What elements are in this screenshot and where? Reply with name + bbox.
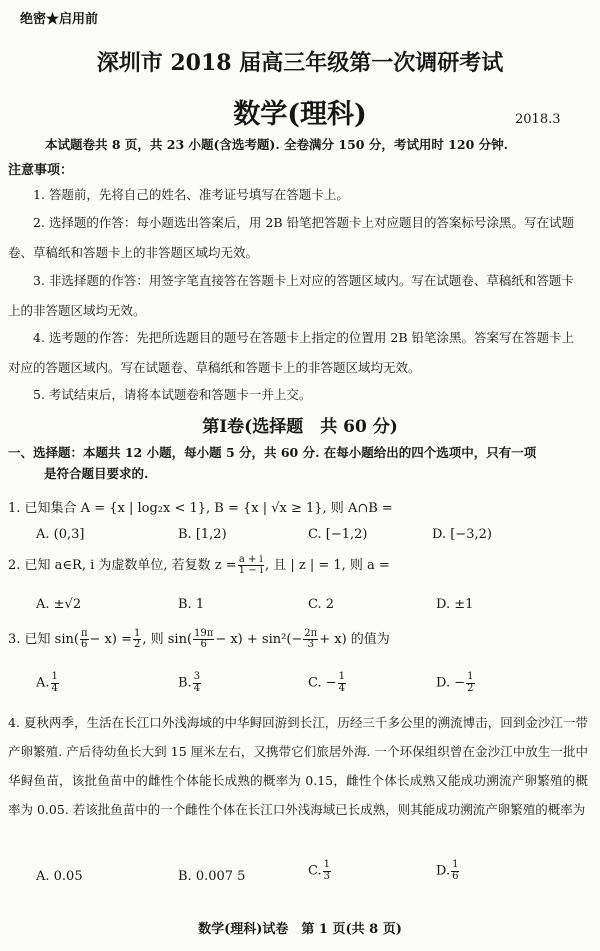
option-fraction xyxy=(466,672,474,694)
q3-part: , 则 sin( xyxy=(142,632,193,647)
option-fraction-num: 1 xyxy=(452,859,459,870)
option-fraction-den: 6 xyxy=(452,870,459,882)
q2-stem-suffix: , 且 | z | = 1, 则 a = xyxy=(264,558,390,573)
option-prefix: C. xyxy=(308,863,322,879)
q2-option-a: A. ±√2 xyxy=(36,597,82,612)
option-fraction xyxy=(51,672,59,694)
q3-option-d xyxy=(436,672,476,694)
option-fraction-num: 1 xyxy=(338,671,346,682)
option-fraction-num: 1 xyxy=(323,859,330,870)
notice-item: 4. 选考题的作答：先把所选题目的题号在答题卡上指定的位置用 2B 铅笔涂黑。答案写在答题卡上对应的答题区域内。写在试题卷、草稿纸和答题卡上的非答题区域均无效。 xyxy=(8,330,574,375)
q3-option-c xyxy=(308,672,347,694)
notice-item: 5. 考试结束后，请将本试题卷和答题卡一并上交。 xyxy=(33,387,312,402)
option-fraction-den: 4 xyxy=(51,682,58,694)
option-fraction-den: 2 xyxy=(467,682,474,694)
q2-fraction-den: 1 − i xyxy=(238,565,263,576)
option-prefix: B. xyxy=(178,675,192,691)
q3-fraction-num: 1 xyxy=(133,627,141,639)
option-fraction xyxy=(451,860,459,882)
q3-fraction-den: 6 xyxy=(200,639,207,650)
option-fraction-den: 4 xyxy=(193,682,201,694)
page-footer: 数学(理科)试卷 第 1 页(共 8 页) xyxy=(198,922,402,937)
notice-item: 1. 答题前，先将自己的姓名、准考证号填写在答题卡上。 xyxy=(33,187,349,202)
q2-fraction xyxy=(238,555,264,577)
q1-option-a: A. (0,3] xyxy=(36,527,85,542)
option-fraction-den: 3 xyxy=(323,870,330,882)
subject-title: 数学(理科) xyxy=(233,99,367,130)
q3-fraction-den: 3 xyxy=(307,639,314,650)
q4-option-a: A. 0.05 xyxy=(36,869,83,884)
confidential-label: 绝密★启用前 xyxy=(20,12,99,27)
q3-part: + x) 的值为 xyxy=(319,632,390,647)
exam-title: 深圳市 2018 届高三年级第一次调研考试 xyxy=(96,50,504,76)
option-prefix: C. − xyxy=(308,675,337,691)
q1-option-d: D. [−3,2) xyxy=(432,527,492,542)
q2-option-b: B. 1 xyxy=(178,597,205,612)
q3-part: 3. 已知 sin( xyxy=(8,632,79,647)
q3-fraction-num: π xyxy=(80,627,88,639)
notice-item: 2. 选择题的作答：每小题选出答案后，用 2B 铅笔把答题卡上对应题目的答案标号涂黑。写在试题卷、草稿纸和答题卡上的非答题区域均无效。 xyxy=(8,215,574,260)
q2-option-d: D. ±1 xyxy=(436,597,474,612)
q3-fraction xyxy=(303,629,318,651)
option-fraction xyxy=(193,672,201,694)
q3-fraction xyxy=(80,629,89,651)
section-instruction-cont: 是符合题目要求的. xyxy=(44,466,149,481)
section-title: 第Ⅰ卷(选择题 共 60 分) xyxy=(202,417,398,437)
q3-option-a xyxy=(36,672,60,694)
q3-fraction xyxy=(193,629,214,651)
option-fraction-num: 1 xyxy=(467,671,474,682)
option-fraction-num: 3 xyxy=(193,671,201,682)
q2-fraction-num: a + i xyxy=(238,553,263,565)
q1-option-b: B. [1,2) xyxy=(178,527,227,542)
section-instruction: 一、选择题：本题共 12 小题，每小题 5 分，共 60 分. 在每小题给出的四个选项中，只有一项 xyxy=(8,445,537,460)
option-prefix: D. − xyxy=(436,675,466,691)
q4-option-c xyxy=(308,860,332,882)
q1-option-c: C. [−1,2) xyxy=(308,527,368,542)
question-1-stem: 1. 已知集合 A = {x | log₂x < 1}, B = {x | √x ≥ 1}, 则 A∩B = xyxy=(8,501,393,516)
option-fraction-den: 4 xyxy=(338,682,346,694)
option-fraction-num: 1 xyxy=(51,671,58,682)
q3-fraction-den: 6 xyxy=(81,639,88,650)
option-fraction xyxy=(323,860,331,882)
q3-option-b xyxy=(178,672,202,694)
notice-item: 3. 非选择题的作答：用签字笔直接答在答题卡上对应的答题区域内。写在试题卷、草稿纸和答题卡上的非答题区域均无效。 xyxy=(8,273,574,318)
q3-part: − x) + sin²(− xyxy=(215,632,303,647)
q4-option-d xyxy=(436,860,460,882)
option-prefix: A. xyxy=(36,675,50,691)
question-2-stem xyxy=(8,554,390,577)
question-3-stem xyxy=(8,628,390,651)
q3-part: − x) = xyxy=(89,632,132,647)
q2-stem-prefix: 2. 已知 a∈R, i 为虚数单位, 若复数 z = xyxy=(8,558,237,573)
q3-fraction-num: 19π xyxy=(194,627,214,639)
q4-option-b: B. 0.007 5 xyxy=(178,869,246,884)
exam-date: 2018.3 xyxy=(515,112,561,127)
question-4-stem: 4. 夏秋两季，生活在长江口外浅海域的中华鲟回游到长江，历经三千多公里的溯流博击，回到金沙江一带产卵繁殖. 产后待幼鱼长大到 15 厘米左右，又携带它们旅居外海. 一个环保组织曾在金沙江中放生一批中华鲟鱼苗，该批鱼苗中的雌性个体能长成熟的概率为 0.15，雌性个体长成熟又能成功溯流产卵繁殖的概率为 0.05. 若该批鱼苗中的一个雌性个体在长江口外浅海域已长成熟，则其能成功溯流产卵繁殖的概率为 xyxy=(8,715,588,817)
option-prefix: D. xyxy=(436,863,451,879)
option-fraction xyxy=(338,672,346,694)
intro-text: 本试题卷共 8 页，共 23 小题(含选考题). 全卷满分 150 分，考试用时 120 分钟. xyxy=(45,137,508,152)
q2-option-c: C. 2 xyxy=(308,597,335,612)
q3-fraction-num: 2π xyxy=(304,627,318,639)
q3-fraction-den: 2 xyxy=(133,639,141,650)
q3-fraction xyxy=(133,629,141,651)
notice-heading: 注意事项： xyxy=(8,163,74,178)
